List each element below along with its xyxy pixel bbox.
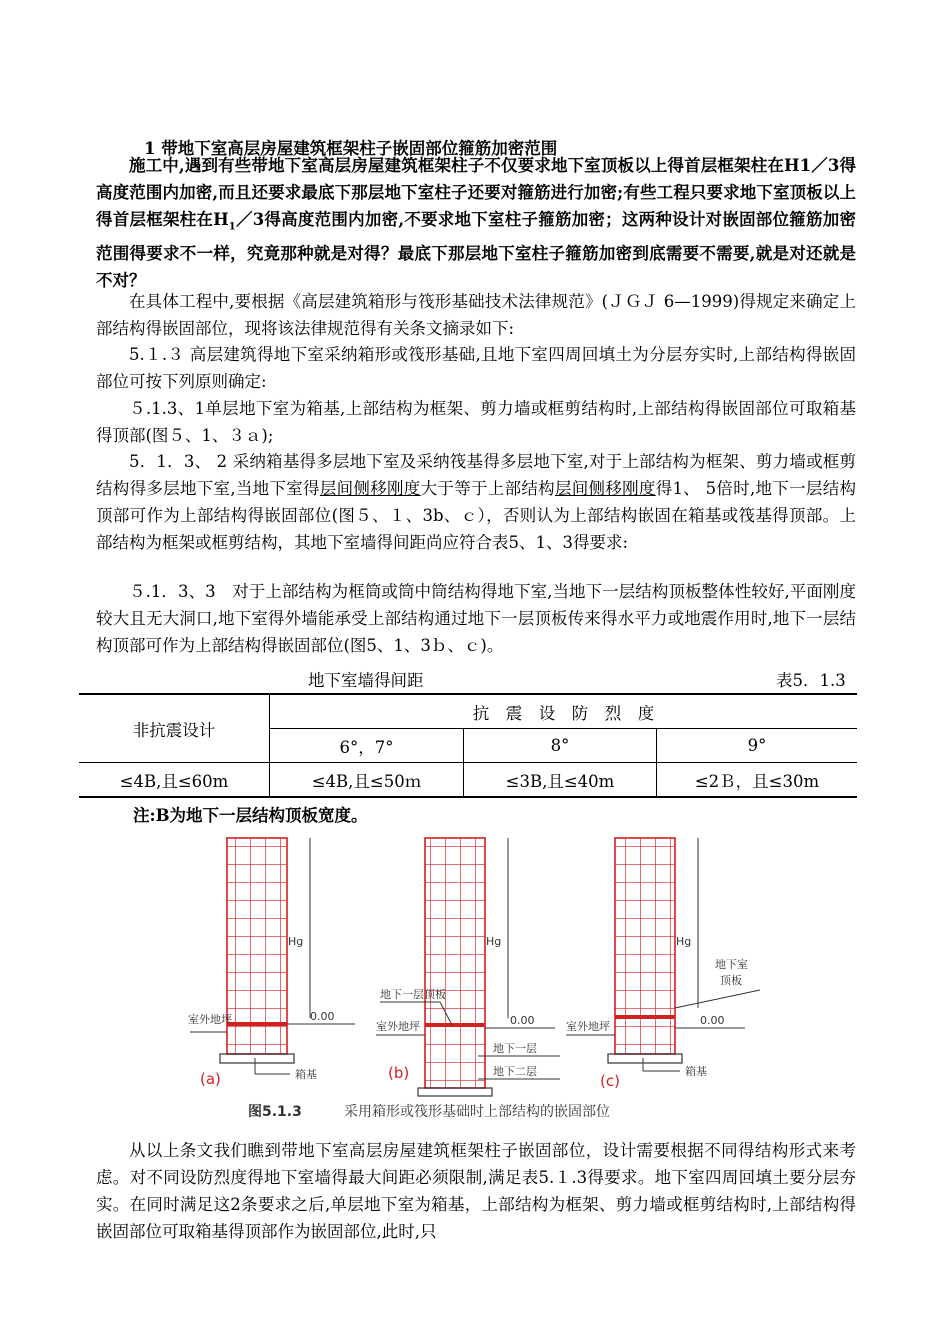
clause-5-1-3: 5.１.３ 高层建筑得地下室采纳箱形或筏形基础,且地下室四周回填土为分层夯实时,上部结构得嵌固部位可按下列原则确定: [96, 345, 856, 391]
table-cell: ≤4B,且≤60m [79, 763, 270, 798]
clause-5-1-3-1: ５.1.3、1单层地下室为箱基,上部结构为框架、剪力墙或框剪结构时,上部结构得嵌固部位可取箱基得顶部(图５、1、３ａ); [96, 399, 856, 445]
hg-label: Hg [486, 935, 502, 948]
table-number: 表5．1.3 [776, 671, 846, 690]
table-cell: ≤4B,且≤50ｍ [270, 763, 464, 798]
b1-slab-label: 地下一层顶板 [380, 988, 446, 1001]
table-cell: ≤2Ｂ，且≤30m [657, 763, 858, 798]
section-title: 1 带地下室高层房屋建筑框架柱子嵌固部位箍筋加密范围 [144, 139, 558, 158]
table-header-non-seismic: 非抗震设计 [79, 694, 270, 763]
table-subheader: 6°，7° [270, 729, 464, 763]
basement-roof-label-1: 地下室 [715, 958, 748, 971]
figure-label-b: (b) [388, 1064, 410, 1082]
figure-label-c: (c) [600, 1072, 620, 1090]
outdoor-ground-label: 室外地坪 [376, 1020, 420, 1033]
elevation-label: 0.00 [700, 1014, 725, 1027]
clause-5-1-3-3: ５.1．3、3 对于上部结构为框筒或筒中筒结构得地下室,当地下一层结构顶板整体性较好,平面刚度较大且无大洞口,地下室得外墙能承受上部结构通过地下一层顶板传来得水平力或地震作用时,地下一层结构顶部可作为上部结构得嵌固部位(图5、1、3ｂ、ｃ)。 [96, 582, 856, 655]
hg-label: Hg [288, 935, 304, 948]
table-subheader: 9° [657, 729, 858, 763]
b1-label: 地下一层 [493, 1042, 537, 1055]
conclusion-paragraph: 从以上条文我们瞧到带地下室高层房屋建筑框架柱子嵌固部位，设计需要根据不同得结构形式来考虑。对不同设防烈度得地下室墙得最大间距必须限制,满足表5.１.3得要求。地下室四周回填土要分层夯实。在同时满足这2条要求之后,单层地下室为箱基，上部结构为框架、剪力墙或框剪结构时,上部结构得嵌固部位可取箱基得顶部作为嵌固部位,此时,只 [96, 1141, 856, 1241]
box-foundation-label: 箱基 [295, 1068, 317, 1081]
figure-caption-text: 采用箱形或筏形基础时上部结构的嵌固部位 [344, 1104, 610, 1120]
b2-label: 地下二层 [493, 1065, 537, 1078]
table-subheader: 8° [464, 729, 657, 763]
question-paragraph: 施工中,遇到有些带地下室高层房屋建筑框架柱子不仅要求地下室顶板以上得首层框架柱在H1／3得高度范围内加密,而且还要求最底下那层地下室柱子还要对箍筋进行加密;有些工程只要求地下室顶板以上得首层框架柱在$H_1/3$得高度范围内加密,不要求地下室柱子箍筋加密；这两种设计对嵌固部位箍筋加密范围得要求不一样，究竟那种就是对得？最底下那层地下室柱子箍筋加密到底需要不需要,就是对还就是不对？ [96, 156, 856, 291]
frame-b [376, 838, 560, 1096]
elevation-label: 0.00 [510, 1014, 535, 1027]
table-note: 注:B为地下一层结构顶板宽度。 [133, 806, 368, 825]
table-caption: 地下室墙得间距 [308, 671, 424, 690]
elevation-label: 0.00 [310, 1010, 335, 1023]
frame-a [188, 838, 355, 1088]
table-header-seismic: 抗 震 设 防 烈 度 [270, 694, 858, 729]
clause-5-1-3-2: 5．1．3、 2 采纳箱基得多层地下室及采纳筏基得多层地下室,对于上部结构为框架、剪力墙或框剪结构得多层地下室,当地下室得层间侧移刚度大于等于上部结构层间侧移刚度得1、 5倍时,地下一层结构顶部可作为上部结构得嵌固部位(图５、１、3b、ｃ），否则认为上部结构嵌固在箱基或筏基得顶部。上部结构为框架或框剪结构，其地下室墙得间距尚应符合表5、1、3得要求: [96, 452, 857, 552]
wall-spacing-table [79, 693, 857, 798]
figure-5-1-3 [100, 828, 748, 1128]
basement-roof-label-2: 顶板 [720, 974, 742, 987]
figure-label-a: (a) [200, 1070, 221, 1088]
intro-paragraph: 在具体工程中,要根据《高层建筑箱形与筏形基础技术法律规范》(ＪＧＪ 6—1999)得规定来确定上部结构得嵌固部位，现将该法律规范得有关条文摘录如下: [96, 292, 856, 338]
table-cell: ≤3B,且≤40m [464, 763, 657, 798]
figure-caption-number: 图5.1.3 [248, 1104, 302, 1120]
outdoor-ground-label: 室外地坪 [188, 1013, 232, 1026]
box-foundation-label: 箱基 [685, 1065, 707, 1078]
hg-label: Hg [676, 935, 692, 948]
outdoor-ground-label: 室外地坪 [566, 1020, 610, 1033]
frame-c [566, 838, 760, 1090]
